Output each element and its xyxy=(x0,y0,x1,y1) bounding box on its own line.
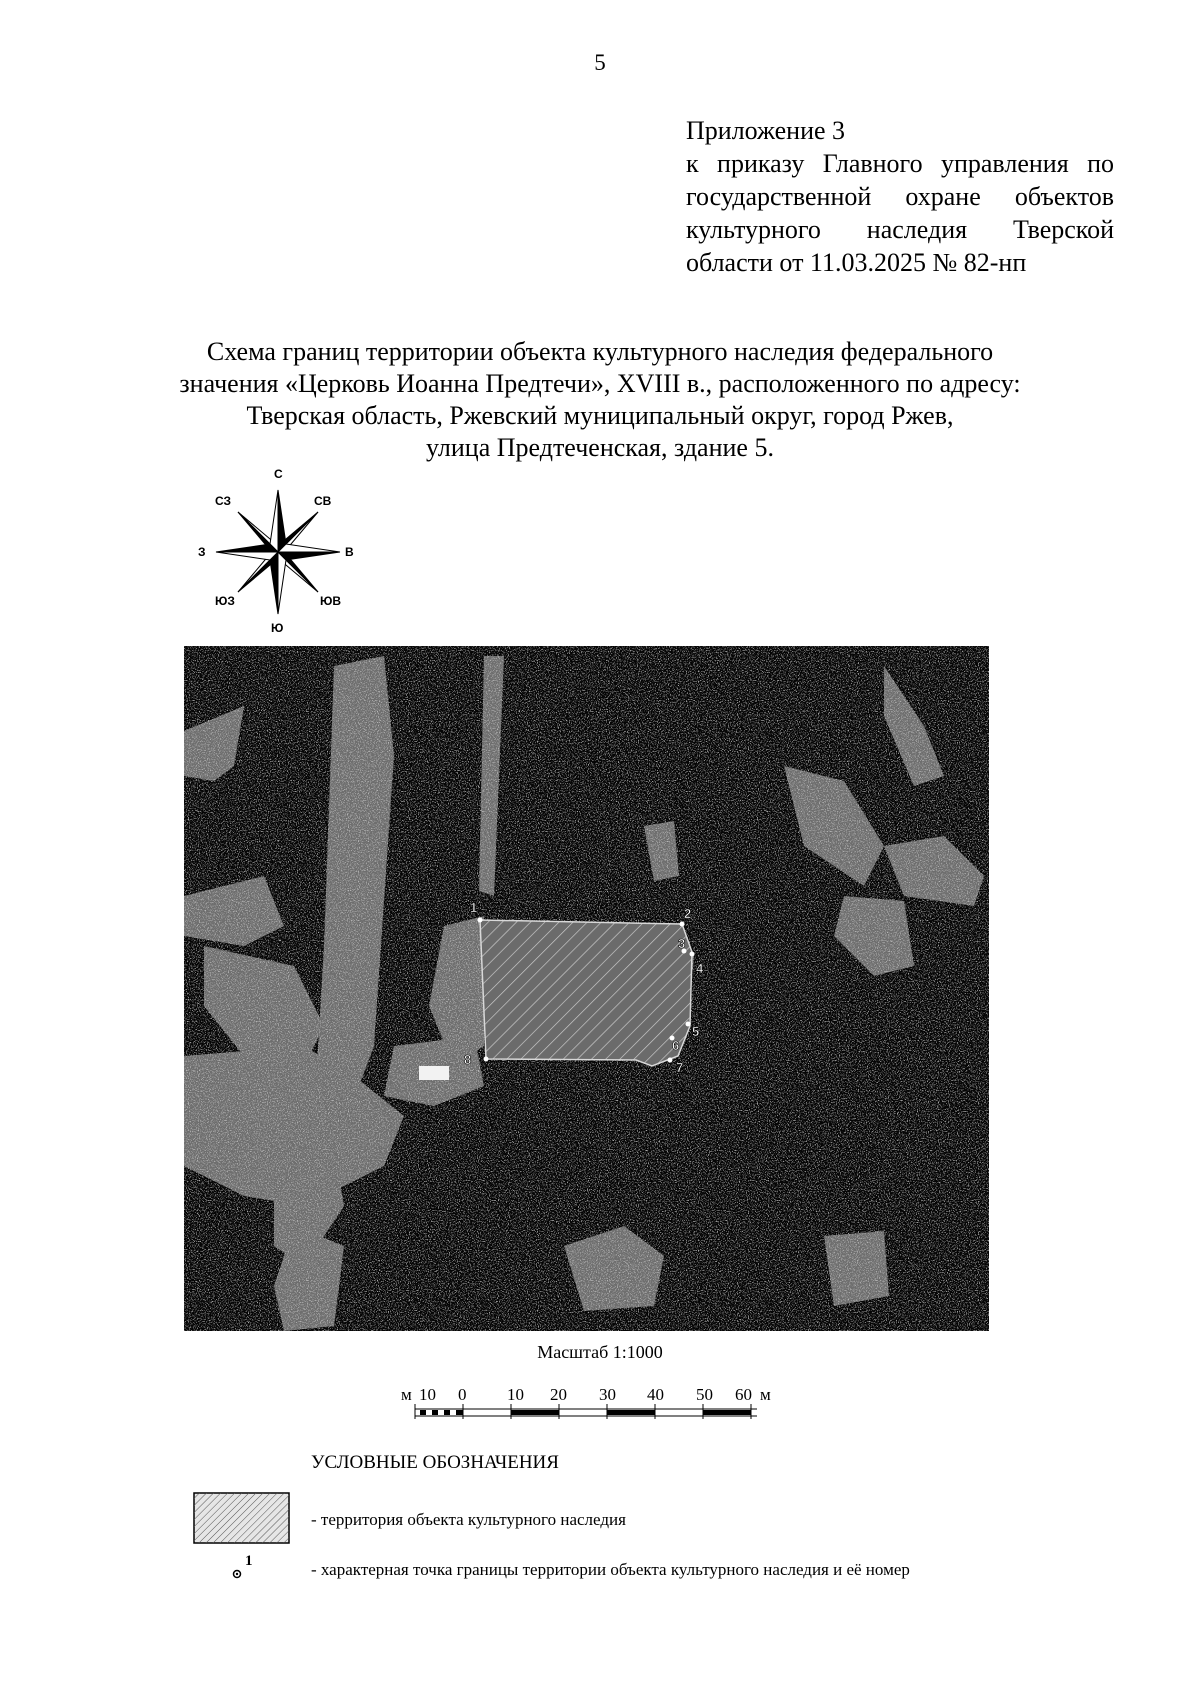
appendix-line: Приложение 3 xyxy=(686,116,846,145)
compass-rose-icon xyxy=(190,460,370,640)
boundary-point-label-1: 1 xyxy=(470,900,478,915)
map-car xyxy=(419,1066,449,1080)
title-line: значения «Церковь Иоанна Предтечи», XVIII в., расположенного по адресу: xyxy=(179,369,1021,398)
legend-title: УСЛОВНЫЕ ОБОЗНАЧЕНИЯ xyxy=(311,1452,559,1473)
compass-label-north-east: СВ xyxy=(314,494,332,508)
appendix-line: государственной охране объектов xyxy=(686,182,1114,211)
scale-bar xyxy=(395,1382,795,1422)
scale-label: Масштаб 1:1000 xyxy=(537,1342,663,1362)
boundary-point-label-7: 7 xyxy=(676,1060,684,1075)
scale-tick-label: 40 xyxy=(647,1385,664,1404)
boundary-point-label-6: 6 xyxy=(672,1038,680,1053)
scale-tick-label: 20 xyxy=(550,1385,567,1404)
scale-tick-label: 10 xyxy=(507,1385,524,1404)
scale-ruler-segments xyxy=(420,1410,751,1415)
boundary-point-4 xyxy=(690,952,695,957)
scale-tick-label: 30 xyxy=(599,1385,616,1404)
legend-point-sample-number: 1 xyxy=(245,1553,253,1569)
compass-label-south-west: ЮЗ xyxy=(215,594,235,608)
boundary-point-label-4: 4 xyxy=(696,961,704,976)
compass-label-east: В xyxy=(345,545,354,559)
boundary-point-label-3: 3 xyxy=(678,936,686,951)
aerial-map xyxy=(184,646,989,1331)
scale-unit-left: м xyxy=(401,1385,412,1404)
scale-tick-label: 10 xyxy=(419,1385,436,1404)
page-number: 5 xyxy=(594,50,606,75)
legend-territory-text: - территория объекта культурного наследия xyxy=(311,1510,626,1529)
appendix-header xyxy=(686,114,1114,279)
appendix-line: к приказу Главного управления по xyxy=(686,149,1114,178)
boundary-point-label-5: 5 xyxy=(692,1024,700,1039)
scale-tick-label: 50 xyxy=(696,1385,713,1404)
boundary-point-2 xyxy=(680,922,685,927)
appendix-line: области от 11.03.2025 № 82-нп xyxy=(686,248,1027,277)
scale-unit-right: м xyxy=(760,1385,771,1404)
boundary-point-label-2: 2 xyxy=(684,906,692,921)
title-line: Схема границ территории объекта культурного наследия федерального xyxy=(206,337,994,366)
boundary-point-7 xyxy=(668,1058,673,1063)
legend-point-text: - характерная точка границы территории объекта культурного наследия и её номер xyxy=(311,1560,910,1579)
boundary-point-1 xyxy=(478,918,483,923)
document-title xyxy=(0,336,1200,464)
compass-label-west: З xyxy=(198,545,206,559)
territory-boundary xyxy=(480,920,692,1066)
scale-tick-label: 0 xyxy=(458,1385,467,1404)
boundary-point-5 xyxy=(686,1022,691,1027)
scale-tick-label: 60 xyxy=(735,1385,752,1404)
aerial-map-image xyxy=(184,646,989,1331)
boundary-point-label-8: 8 xyxy=(464,1052,472,1067)
boundary-point-8 xyxy=(484,1057,489,1062)
legend-point-icon xyxy=(228,1548,268,1584)
title-line: улица Предтеченская, здание 5. xyxy=(426,433,774,462)
compass-label-south: Ю xyxy=(271,621,284,635)
appendix-line: культурного наследия Тверской xyxy=(686,215,1114,244)
title-line: Тверская область, Ржевский муниципальный округ, город Ржев, xyxy=(246,401,954,430)
compass-label-north-west: СЗ xyxy=(215,494,232,508)
compass-label-south-east: ЮВ xyxy=(320,594,342,608)
legend-territory-swatch xyxy=(193,1492,290,1544)
compass-label-north: С xyxy=(274,467,283,481)
